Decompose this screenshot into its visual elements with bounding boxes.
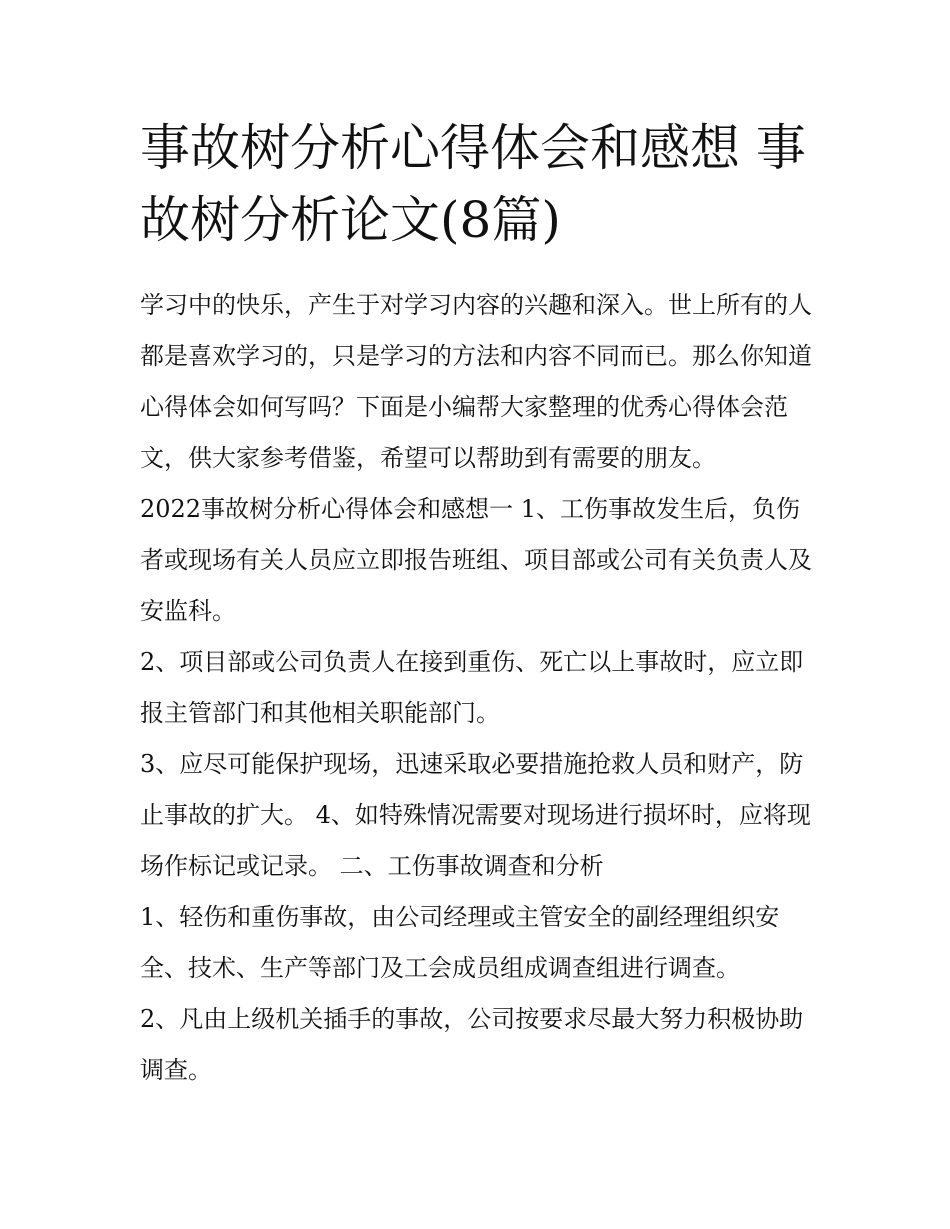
paragraph-3: 3、应尽可能保护现场，迅速采取必要措施抢救人员和财产，防止事故的扩大。 4、如特殊情况需要对现场进行损坏时，应将现场作标记或记录。 二、工伤事故调查和分析 (140, 750, 811, 880)
paragraph-5: 2、凡由上级机关插手的事故，公司按要求尽最大努力积极协助调查。 (140, 1005, 804, 1084)
document-title: 事故树分析心得体会和感想 事故树分析论文(8篇) (140, 119, 806, 249)
paragraph-intro: 学习中的快乐，产生于对学习内容的兴趣和深入。世上所有的人都是喜欢学习的，只是学习的方法和内容不同而已。那么你知道心得体会如何写吗？下面是小编帮大家整理的优秀心得体会范文，供大家参考借鉴，希望可以帮助到有需要的朋友。 (140, 291, 812, 472)
paragraph-2: 2、项目部或公司负责人在接到重伤、死亡以上事故时，应立即报主管部门和其他相关职能部门。 (140, 648, 804, 727)
document-body (140, 280, 820, 1096)
paragraph-1: 2022事故树分析心得体会和感想一 1、工伤事故发生后，负伤者或现场有关人员应立即报告班组、项目部或公司有关负责人及安监科。 (140, 495, 812, 625)
paragraph-4: 1、轻伤和重伤事故，由公司经理或主管安全的副经理组织安全、技术、生产等部门及工会成员组成调查组进行调查。 (140, 903, 780, 982)
